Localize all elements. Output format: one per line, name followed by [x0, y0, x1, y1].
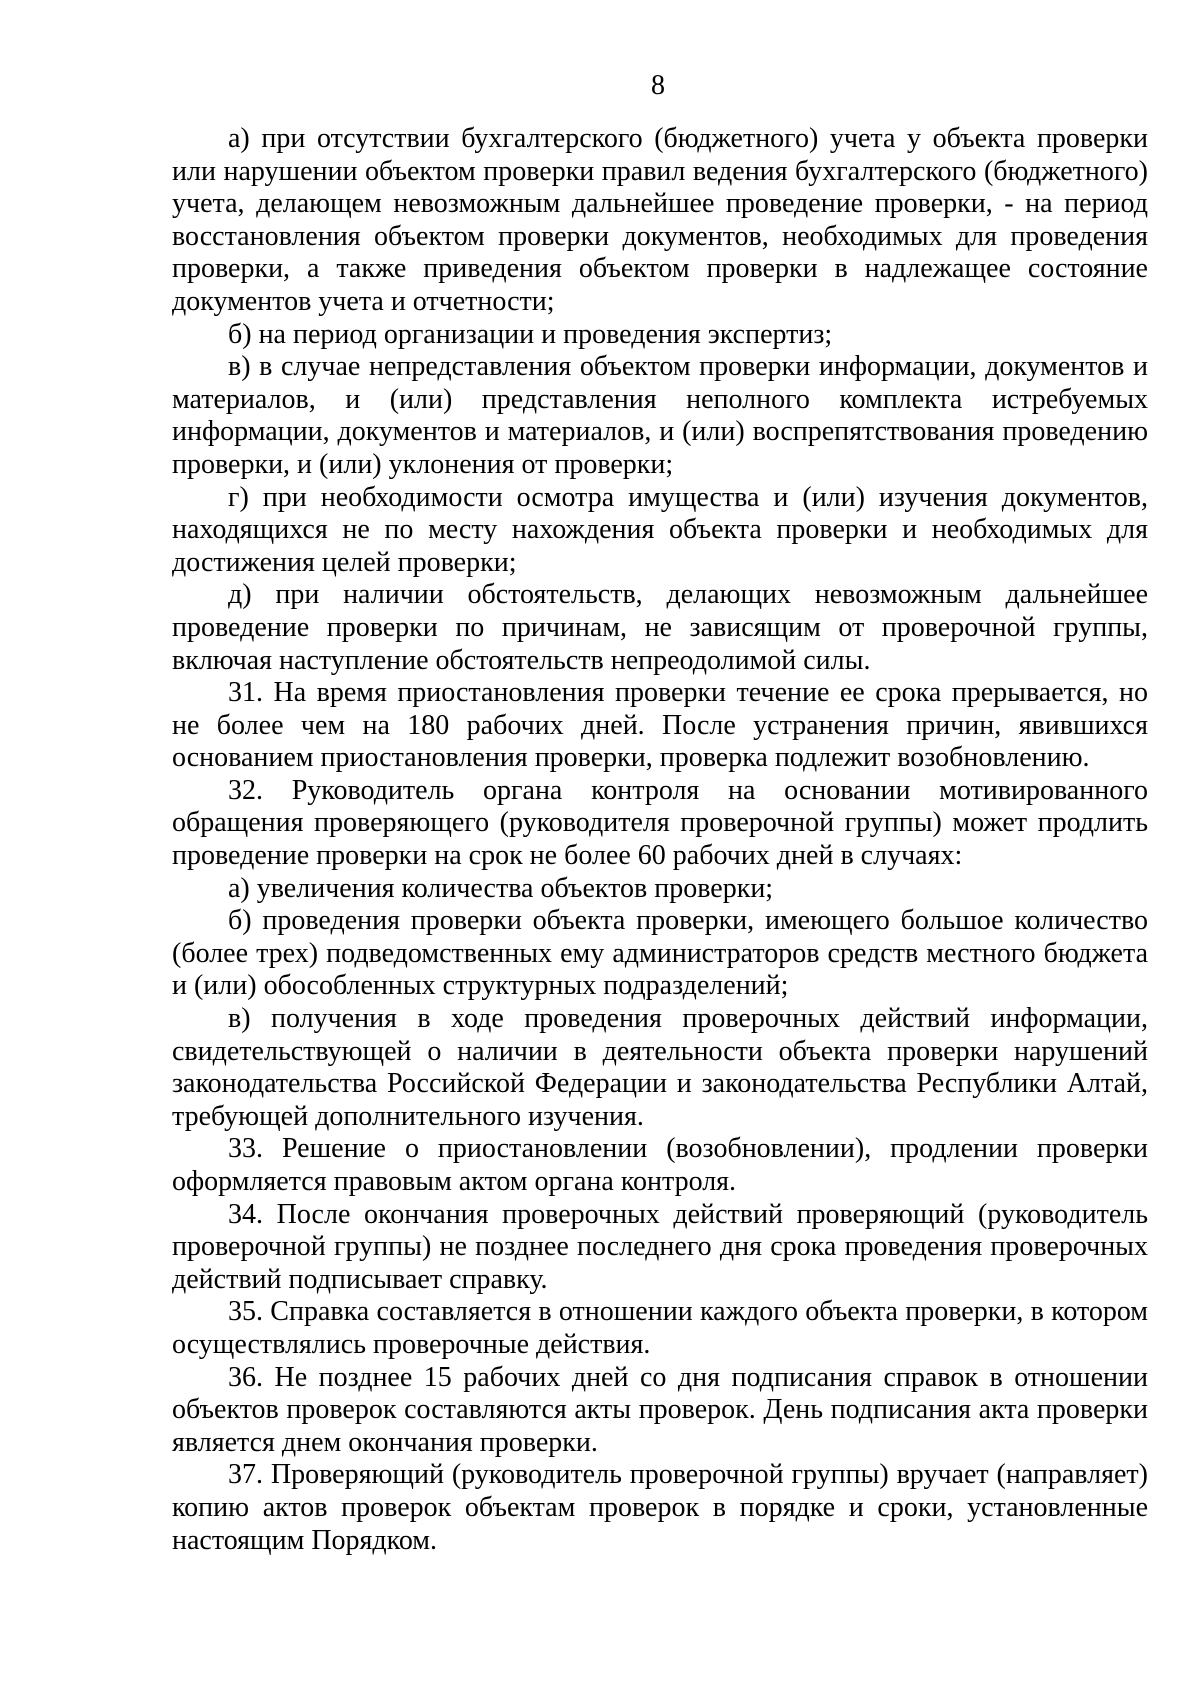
paragraph-32b: б) проведения проверки объекта проверки, имеющего большое количество (более трех) подведомственных ему администраторов средств местного бюджета и (или) обособленных структурных подразделений; [172, 905, 1148, 1002]
paragraph-32a: а) увеличения количества объектов проверки; [228, 872, 774, 904]
paragraph-33: 33. Решение о приостановлении (возобновлении), продлении проверки оформляется правовым актом органа контроля. [172, 1133, 1148, 1197]
page-number: 8 [651, 70, 665, 101]
paragraph-30b: б) на период организации и проведения экспертиз; [228, 318, 833, 350]
paragraph-30a: а) при отсутствии бухгалтерского (бюджетного) учета у объекта проверки или нарушении объектом проверки правил ведения бухгалтерского (бюджетного) учета, делающем невозможным дальнейшее проведение проверки, - на период восстановления объектом проверки документов, необходимых для проведения проверки, а также приведения объектом проверки в надлежащее состояние документов учета и отчетности; [172, 123, 1148, 317]
paragraph-32: 32. Руководитель органа контроля на основании мотивированного обращения проверяющего (руководителя проверочной группы) может продлить проведение проверки на срок не более 60 рабочих дней в случаях: [172, 774, 1148, 872]
paragraph-35: 35. Справка составляется в отношении каждого объекта проверки, в котором осуществлялись проверочные действия. [172, 1296, 1148, 1360]
paragraph-31: 31. На время приостановления проверки течение ее срока прерывается, но не более чем на 180 рабочих дней. После устранения причин, явившихся основанием приостановления проверки, проверка подлежит возобновлению. [172, 677, 1148, 774]
paragraph-37: 37. Проверяющий (руководитель проверочной группы) вручает (направляет) копию актов проверок объектам проверок в порядке и сроки, установленные настоящим Порядком. [172, 1459, 1148, 1556]
paragraph-30v: в) в случае непредставления объектом проверки информации, документов и материалов, и (или) представления неполного комплекта истребуемых информации, документов и материалов, и (или) воспрепятствования проведению проверки, и (или) уклонения от проверки; [172, 351, 1148, 480]
page-number-container [0, 70, 1200, 102]
paragraph-34: 34. После окончания проверочных действий проверяющий (руководитель проверочной группы) не позднее последнего дня срока проведения проверочных действий подписывает справку. [172, 1198, 1148, 1295]
paragraph-30d: д) при наличии обстоятельств, делающих невозможным дальнейшее проведение проверки по причинам, не зависящим от проверочной группы, включая наступление обстоятельств непреодолимой силы. [172, 579, 1148, 676]
paragraph-30g: г) при необходимости осмотра имущества и (или) изучения документов, находящихся не по месту нахождения объекта проверки и необходимых для достижения целей проверки; [172, 481, 1148, 578]
paragraph-32v: в) получения в ходе проведения проверочных действий информации, свидетельствующей о наличии в деятельности объекта проверки нарушений законодательства Российской Федерации и законодательства Республики Алтай, требующей дополнительного изучения. [172, 1003, 1148, 1132]
paragraph-36: 36. Не позднее 15 рабочих дней со дня подписания справок в отношении объектов проверок составляются акты проверок. День подписания акта проверки является днем окончания проверки. [172, 1361, 1148, 1458]
document-body [172, 123, 1148, 1557]
